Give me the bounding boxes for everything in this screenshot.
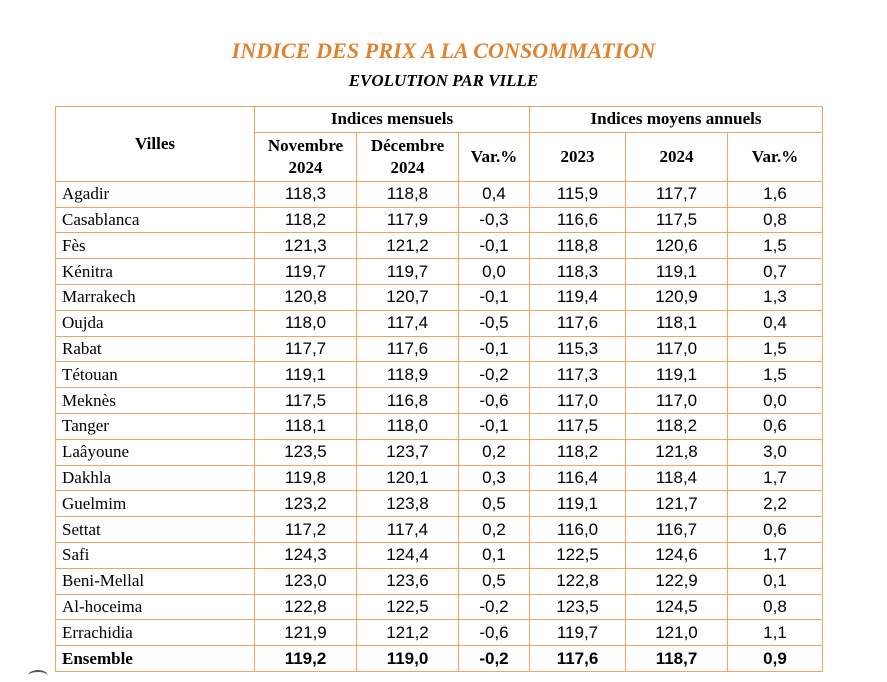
- cell-avg-2024: 122,9: [626, 568, 728, 594]
- cell-dec-2024: 117,6: [357, 336, 459, 362]
- cell-avg-2023: 122,8: [530, 568, 626, 594]
- header-novembre-label: Novembre: [267, 135, 344, 155]
- cell-nov-2024: 119,1: [255, 362, 357, 388]
- cell-avg-2023: 122,5: [530, 542, 626, 568]
- table-row: [56, 284, 823, 310]
- cell-var-monthly: 0,3: [459, 465, 530, 491]
- cell-var-annual: 0,6: [728, 517, 823, 543]
- cell-dec-2024: 117,4: [357, 517, 459, 543]
- cell-dec-2024: 119,7: [357, 259, 459, 285]
- cell-nov-2024: 123,2: [255, 491, 357, 517]
- cell-city: Agadir: [56, 181, 255, 207]
- cell-dec-2024: 123,7: [357, 439, 459, 465]
- cell-avg-2024: 121,7: [626, 491, 728, 517]
- header-annual-group: Indices moyens annuels: [530, 107, 823, 133]
- cell-dec-2024: 121,2: [357, 620, 459, 646]
- cell-var-annual: 1,7: [728, 542, 823, 568]
- cell-nov-2024: 119,7: [255, 259, 357, 285]
- table-row: [56, 568, 823, 594]
- cell-nov-2024: 117,7: [255, 336, 357, 362]
- cell-var-monthly: 0,4: [459, 181, 530, 207]
- table-row: [56, 620, 823, 646]
- total-var-annual: 0,9: [728, 646, 823, 672]
- cell-var-monthly: -0,1: [459, 284, 530, 310]
- cell-avg-2024: 119,1: [626, 362, 728, 388]
- cell-avg-2023: 119,1: [530, 491, 626, 517]
- cell-avg-2023: 119,4: [530, 284, 626, 310]
- table-row: [56, 542, 823, 568]
- cell-avg-2023: 118,3: [530, 259, 626, 285]
- cell-var-monthly: -0,6: [459, 620, 530, 646]
- cell-var-annual: 1,5: [728, 233, 823, 259]
- header-var-annual: Var.%: [728, 132, 823, 181]
- cell-avg-2024: 117,7: [626, 181, 728, 207]
- cell-avg-2024: 119,1: [626, 259, 728, 285]
- cell-dec-2024: 124,4: [357, 542, 459, 568]
- cell-city: Meknès: [56, 388, 255, 414]
- cell-nov-2024: 118,1: [255, 413, 357, 439]
- cell-dec-2024: 118,8: [357, 181, 459, 207]
- cell-avg-2023: 116,0: [530, 517, 626, 543]
- cell-dec-2024: 123,6: [357, 568, 459, 594]
- table-row: [56, 413, 823, 439]
- cell-nov-2024: 118,3: [255, 181, 357, 207]
- cell-var-annual: 0,8: [728, 207, 823, 233]
- cell-avg-2023: 123,5: [530, 594, 626, 620]
- table-row: [56, 594, 823, 620]
- table-body: [56, 181, 823, 671]
- cell-var-annual: 0,1: [728, 568, 823, 594]
- cell-city: Marrakech: [56, 284, 255, 310]
- cell-nov-2024: 119,8: [255, 465, 357, 491]
- cell-avg-2024: 118,2: [626, 413, 728, 439]
- cell-var-annual: 0,6: [728, 413, 823, 439]
- cell-avg-2024: 121,8: [626, 439, 728, 465]
- cell-dec-2024: 123,8: [357, 491, 459, 517]
- cell-avg-2023: 115,3: [530, 336, 626, 362]
- table-row: [56, 181, 823, 207]
- cell-var-annual: 3,0: [728, 439, 823, 465]
- cell-city: Safi: [56, 542, 255, 568]
- total-var-monthly: -0,2: [459, 646, 530, 672]
- cell-nov-2024: 117,2: [255, 517, 357, 543]
- cell-var-annual: 2,2: [728, 491, 823, 517]
- cell-city: Settat: [56, 517, 255, 543]
- cell-var-annual: 0,0: [728, 388, 823, 414]
- cell-nov-2024: 124,3: [255, 542, 357, 568]
- cell-var-monthly: -0,3: [459, 207, 530, 233]
- cell-var-annual: 1,3: [728, 284, 823, 310]
- cell-avg-2023: 118,2: [530, 439, 626, 465]
- cell-dec-2024: 120,7: [357, 284, 459, 310]
- cell-var-monthly: -0,1: [459, 233, 530, 259]
- table-row: [56, 491, 823, 517]
- cell-city: Fès: [56, 233, 255, 259]
- cell-avg-2024: 118,1: [626, 310, 728, 336]
- table-row: [56, 336, 823, 362]
- cell-dec-2024: 117,4: [357, 310, 459, 336]
- cell-city: Oujda: [56, 310, 255, 336]
- cell-dec-2024: 116,8: [357, 388, 459, 414]
- header-decembre-label: Décembre: [370, 135, 445, 155]
- cell-nov-2024: 123,5: [255, 439, 357, 465]
- cell-var-annual: 1,5: [728, 362, 823, 388]
- cell-avg-2023: 116,4: [530, 465, 626, 491]
- header-year-2024: 2024: [626, 132, 728, 181]
- cell-nov-2024: 118,2: [255, 207, 357, 233]
- table-row: [56, 259, 823, 285]
- cell-dec-2024: 120,1: [357, 465, 459, 491]
- cell-avg-2024: 117,0: [626, 336, 728, 362]
- cell-avg-2023: 116,6: [530, 207, 626, 233]
- cell-city: Beni-Mellal: [56, 568, 255, 594]
- cell-var-monthly: -0,2: [459, 362, 530, 388]
- cell-var-monthly: -0,6: [459, 388, 530, 414]
- header-year-2023: 2023: [530, 132, 626, 181]
- total-avg-2024: 118,7: [626, 646, 728, 672]
- total-city: Ensemble: [56, 646, 255, 672]
- cell-city: Kénitra: [56, 259, 255, 285]
- cell-avg-2024: 121,0: [626, 620, 728, 646]
- page-title: INDICE DES PRIX A LA CONSOMMATION: [231, 38, 656, 63]
- cell-var-annual: 1,5: [728, 336, 823, 362]
- cpi-table: [55, 106, 823, 672]
- cell-dec-2024: 121,2: [357, 233, 459, 259]
- cell-dec-2024: 118,0: [357, 413, 459, 439]
- cell-var-monthly: 0,1: [459, 542, 530, 568]
- cell-avg-2024: 120,6: [626, 233, 728, 259]
- cell-dec-2024: 118,9: [357, 362, 459, 388]
- cell-city: Casablanca: [56, 207, 255, 233]
- cell-avg-2024: 116,7: [626, 517, 728, 543]
- cell-var-monthly: -0,1: [459, 336, 530, 362]
- table-row: [56, 207, 823, 233]
- table-row: [56, 465, 823, 491]
- header-villes: Villes: [56, 107, 255, 182]
- cell-avg-2023: 117,0: [530, 388, 626, 414]
- cell-city: Guelmim: [56, 491, 255, 517]
- cell-avg-2023: 118,8: [530, 233, 626, 259]
- cell-city: Tanger: [56, 413, 255, 439]
- cell-nov-2024: 121,9: [255, 620, 357, 646]
- header-novembre-2024: [255, 132, 357, 181]
- table-row: [56, 388, 823, 414]
- cell-avg-2023: 119,7: [530, 620, 626, 646]
- cell-city: Al-hoceima: [56, 594, 255, 620]
- cell-avg-2024: 118,4: [626, 465, 728, 491]
- cell-var-annual: 0,7: [728, 259, 823, 285]
- table-row-total: [56, 646, 823, 672]
- edge-artifact: [28, 670, 48, 682]
- table-row: [56, 439, 823, 465]
- cell-avg-2023: 117,5: [530, 413, 626, 439]
- header-monthly-group: Indices mensuels: [255, 107, 530, 133]
- cell-city: Tétouan: [56, 362, 255, 388]
- cell-var-annual: 0,8: [728, 594, 823, 620]
- cell-var-annual: 1,7: [728, 465, 823, 491]
- cell-var-annual: 1,1: [728, 620, 823, 646]
- cell-nov-2024: 118,0: [255, 310, 357, 336]
- cell-var-monthly: -0,5: [459, 310, 530, 336]
- cell-avg-2023: 117,3: [530, 362, 626, 388]
- page-subtitle: EVOLUTION PAR VILLE: [348, 71, 539, 90]
- cell-avg-2024: 124,5: [626, 594, 728, 620]
- total-avg-2023: 117,6: [530, 646, 626, 672]
- cell-nov-2024: 123,0: [255, 568, 357, 594]
- cell-avg-2024: 117,0: [626, 388, 728, 414]
- table-row: [56, 362, 823, 388]
- cell-var-monthly: -0,2: [459, 594, 530, 620]
- cell-avg-2023: 117,6: [530, 310, 626, 336]
- cell-var-monthly: 0,2: [459, 517, 530, 543]
- cell-var-monthly: 0,0: [459, 259, 530, 285]
- cell-var-monthly: 0,2: [459, 439, 530, 465]
- table-row: [56, 310, 823, 336]
- cell-dec-2024: 122,5: [357, 594, 459, 620]
- table-row: [56, 517, 823, 543]
- cell-nov-2024: 121,3: [255, 233, 357, 259]
- cell-avg-2024: 120,9: [626, 284, 728, 310]
- cell-city: Errachidia: [56, 620, 255, 646]
- total-nov-2024: 119,2: [255, 646, 357, 672]
- cell-avg-2024: 117,5: [626, 207, 728, 233]
- cell-nov-2024: 120,8: [255, 284, 357, 310]
- header-decembre-year: 2024: [390, 157, 425, 177]
- total-dec-2024: 119,0: [357, 646, 459, 672]
- cell-city: Dakhla: [56, 465, 255, 491]
- cell-nov-2024: 122,8: [255, 594, 357, 620]
- header-var-monthly: Var.%: [459, 132, 530, 181]
- cell-var-monthly: 0,5: [459, 568, 530, 594]
- cell-var-annual: 1,6: [728, 181, 823, 207]
- cell-var-monthly: -0,1: [459, 413, 530, 439]
- cell-var-monthly: 0,5: [459, 491, 530, 517]
- table-row: [56, 233, 823, 259]
- cell-city: Rabat: [56, 336, 255, 362]
- cell-city: Laâyoune: [56, 439, 255, 465]
- cell-dec-2024: 117,9: [357, 207, 459, 233]
- header-decembre-2024: [357, 132, 459, 181]
- cell-avg-2023: 115,9: [530, 181, 626, 207]
- cell-nov-2024: 117,5: [255, 388, 357, 414]
- cell-avg-2024: 124,6: [626, 542, 728, 568]
- cell-var-annual: 0,4: [728, 310, 823, 336]
- header-novembre-year: 2024: [288, 157, 323, 177]
